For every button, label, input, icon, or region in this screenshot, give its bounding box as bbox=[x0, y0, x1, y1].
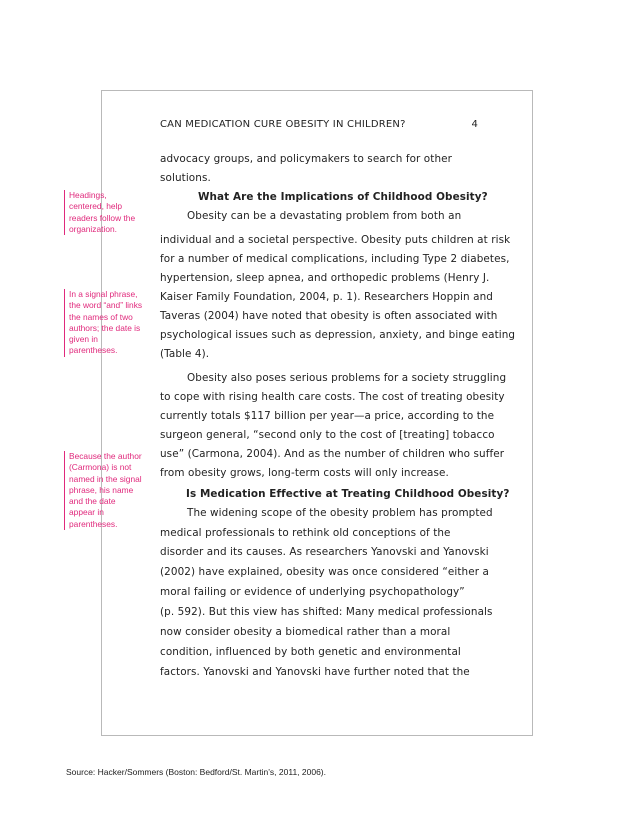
body-line: use” (Carmona, 2004). And as the number of children who suffer bbox=[160, 448, 505, 460]
body-line: moral failing or evidence of underlying psychopathology” bbox=[160, 586, 465, 598]
section-heading: Is Medication Effective at Treating Childhood Obesity? bbox=[186, 488, 510, 500]
body-line: solutions. bbox=[160, 172, 211, 184]
section-heading: What Are the Implications of Childhood Obesity? bbox=[198, 191, 488, 203]
body-line: disorder and its causes. As researchers Yanovski and Yanovski bbox=[160, 546, 489, 558]
body-line: (2002) have explained, obesity was once considered “either a bbox=[160, 566, 489, 578]
body-line: psychological issues such as depression, anxiety, and binge eating bbox=[160, 329, 516, 341]
body-line: factors. Yanovski and Yanovski have further noted that the bbox=[160, 666, 470, 678]
body-line: individual and a societal perspective. Obesity puts children at risk bbox=[160, 234, 511, 246]
body-line: (Table 4). bbox=[160, 348, 210, 360]
annotation-signal-phrase: In a signal phrase, the word “and” links the names of two authors; the date is given in parentheses. bbox=[64, 289, 143, 357]
annotation-headings: Headings, centered, help readers follow the organization. bbox=[64, 190, 143, 235]
body-line: from obesity grows, long-term costs will only increase. bbox=[160, 467, 449, 479]
page-number: 4 bbox=[471, 119, 478, 130]
body-line: now consider obesity a biomedical rather than a moral bbox=[160, 626, 451, 638]
body-line: surgeon general, “second only to the cost of [treating] tobacco bbox=[160, 429, 495, 441]
annotation-author-citation: Because the author (Carmona) is not named in the signal phrase, his name and the date appear in parentheses. bbox=[64, 451, 143, 530]
body-line: advocacy groups, and policymakers to search for other bbox=[160, 153, 452, 165]
running-head bbox=[160, 119, 478, 130]
body-line: Kaiser Family Foundation, 2004, p. 1). Researchers Hoppin and bbox=[160, 291, 493, 303]
body-line: medical professionals to rethink old conceptions of the bbox=[160, 527, 451, 539]
body-line: (p. 592). But this view has shifted: Many medical professionals bbox=[160, 606, 493, 618]
body-line: for a number of medical complications, including Type 2 diabetes, bbox=[160, 253, 510, 265]
source-caption: Source: Hacker/Sommers (Boston: Bedford/St. Martin’s, 2011, 2006). bbox=[66, 767, 326, 777]
body-line: condition, influenced by both genetic and environmental bbox=[160, 646, 461, 658]
body-line: Obesity can be a devastating problem from both an bbox=[187, 210, 462, 222]
body-line: to cope with rising health care costs. The cost of treating obesity bbox=[160, 391, 505, 403]
body-line: Obesity also poses serious problems for a society struggling bbox=[187, 372, 507, 384]
body-line: currently totals $117 billion per year—a price, according to the bbox=[160, 410, 495, 422]
body-line: hypertension, sleep apnea, and orthopedic problems (Henry J. bbox=[160, 272, 490, 284]
running-head-title: CAN MEDICATION CURE OBESITY IN CHILDREN? bbox=[160, 119, 406, 130]
body-line: Taveras (2004) have noted that obesity is often associated with bbox=[160, 310, 498, 322]
body-line: The widening scope of the obesity problem has prompted bbox=[187, 507, 493, 519]
